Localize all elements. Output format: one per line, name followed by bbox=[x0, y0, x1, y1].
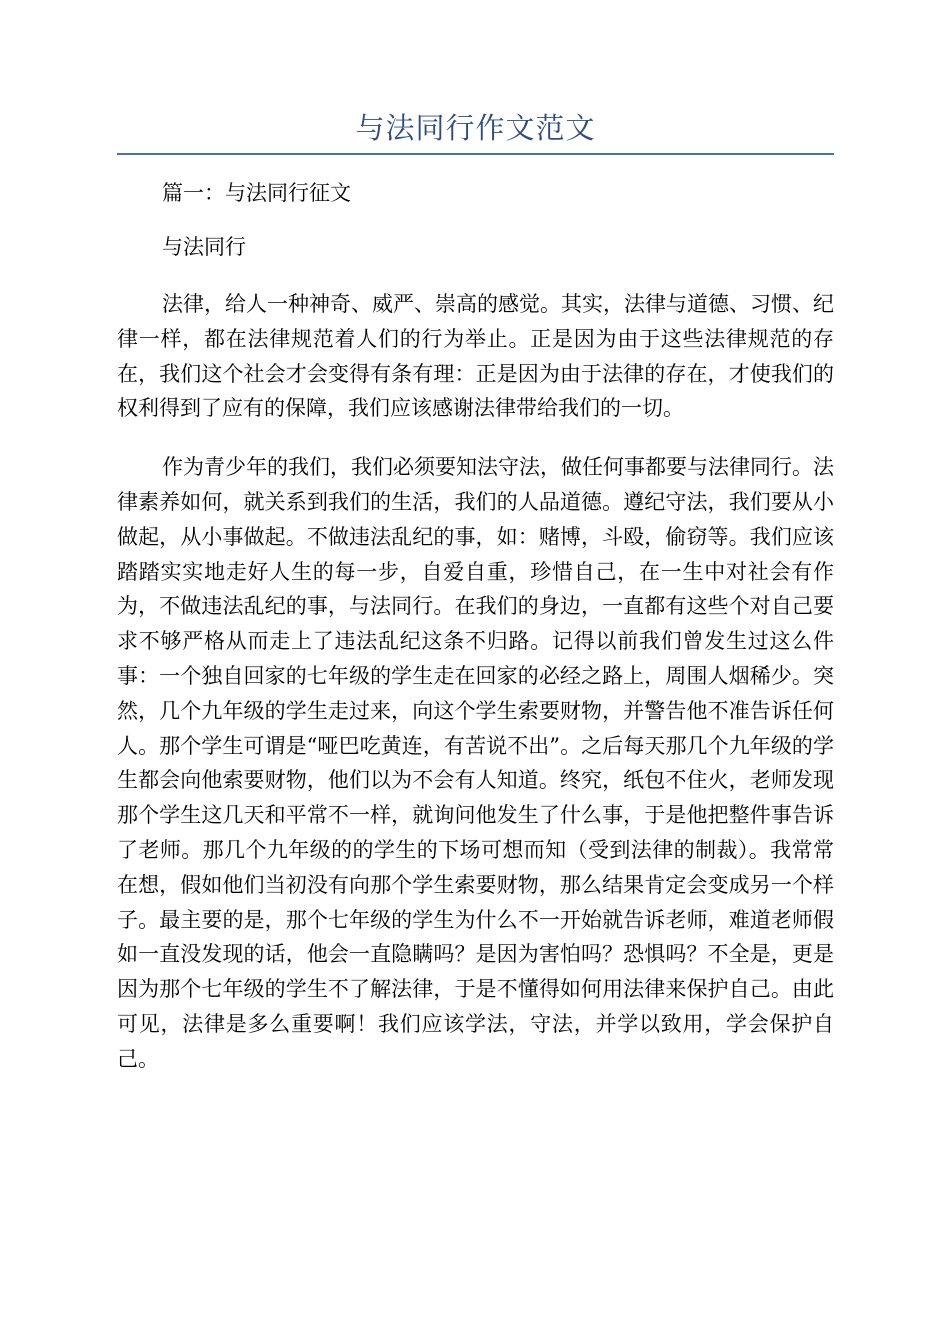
document-page bbox=[117, 108, 834, 1077]
title-underline-divider bbox=[117, 153, 834, 155]
essay-subtitle: 与法同行 bbox=[162, 235, 246, 259]
section-heading: 篇一：与法同行征文 bbox=[162, 181, 351, 205]
body-paragraph-2: 作为青少年的我们，我们必须要知法守法，做任何事都要与法律同行。法律素养如何，就关系到我们的生活，我们的人品道德。遵纪守法，我们要从小做起，从小事做起。不做违法乱纪的事，如：赌博，斗殴，偷窃等。我们应该踏踏实实地走好人生的每一步，自爱自重，珍惜自己，在一生中对社会有作为，不做违法乱纪的事，与法同行。在我们的身边，一直都有这些个对自己要求不够严格从而走上了违法乱纪这条不归路。记得以前我们曾发生过这么件事：一个独自回家的七年级的学生走在回家的必经之路上，周围人烟稀少。突然，几个九年级的学生走过来，向这个学生索要财物，并警告他不准告诉任何人。那个学生可谓是“哑巴吃黄连，有苦说不出”。之后每天那几个九年级的学生都会向他索要财物，他们以为不会有人知道。终究，纸包不住火，老师发现那个学生这几天和平常不一样，就询问他发生了什么事，于是他把整件事告诉了老师。那几个九年级的的学生的下场可想而知（受到法律的制裁）。我常常在想，假如他们当初没有向那个学生索要财物，那么结果肯定会变成另一个样子。最主要的是，那个七年级的学生为什么不一开始就告诉老师，难道老师假如一直没发现的话，他会一直隐瞒吗？是因为害怕吗？恐惧吗？不全是，更是因为那个七年级的学生不了解法律，于是不懂得如何用法律来保护自己。由此可见，法律是多么重要啊！我们应该学法，守法，并学以致用，学会保护自己。 bbox=[117, 455, 834, 1071]
document-title: 与法同行作文范文 bbox=[355, 111, 596, 145]
body-paragraph-1: 法律，给人一种神奇、威严、崇高的感觉。其实，法律与道德、习惯、纪律一样，都在法律规范着人们的行为举止。正是因为由于这些法律规范的存在，我们这个社会才会变得有条有理：正是因为由于法律的存在，才使我们的权利得到了应有的保障，我们应该感谢法律带给我们的一切。 bbox=[117, 292, 834, 421]
